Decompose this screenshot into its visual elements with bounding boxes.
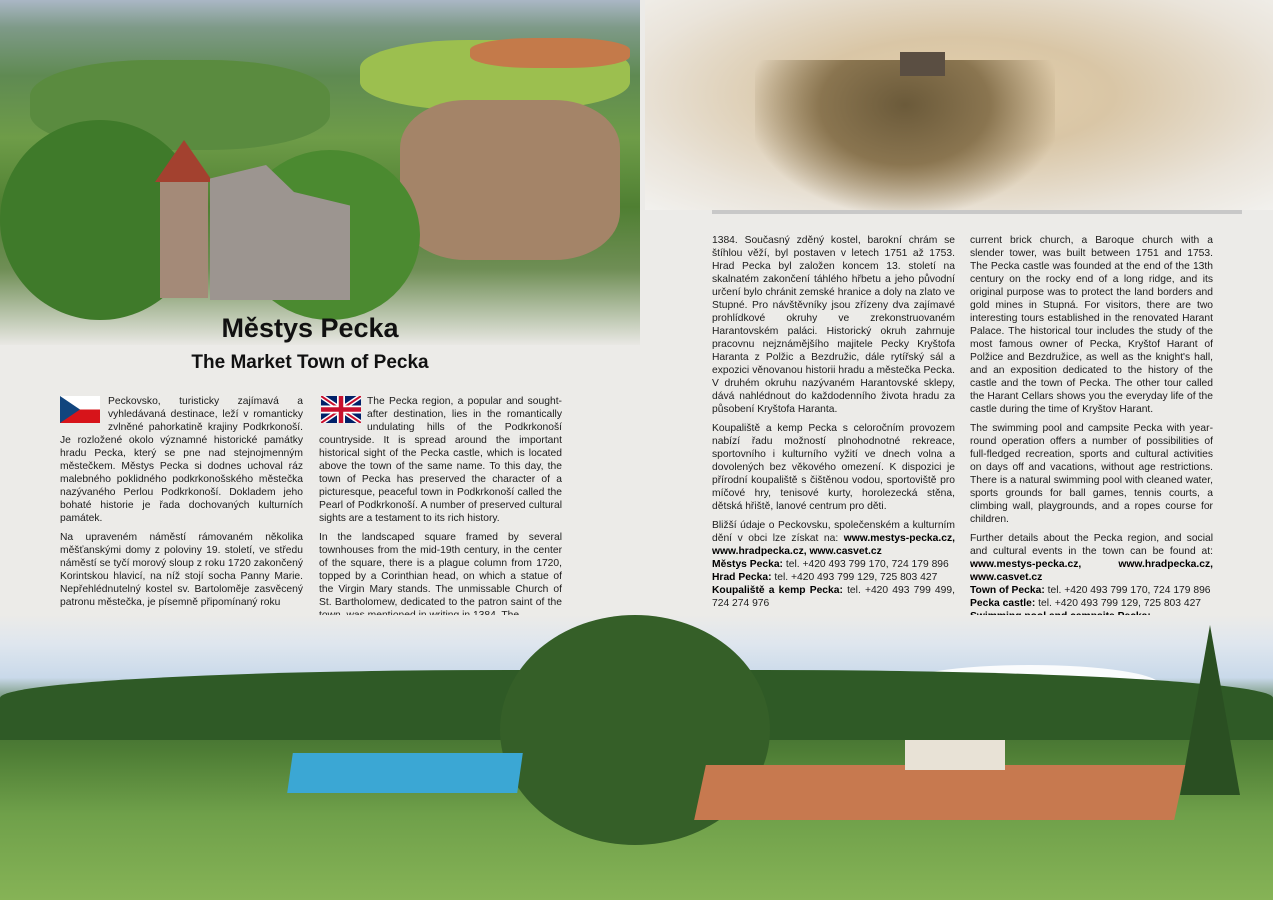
page-title-en: The Market Town of Pecka <box>191 352 429 373</box>
page-title-cz: Městys Pecka <box>221 313 399 343</box>
intro-cz: Peckovsko, turisticky zajímavá a vyhledávaná destinace, leží v romanticky zvlněné pahorkatině krajiny Podkrkonoší. Je rozložené okolo významné historické památky hradu Pecka, který se pne nad stejnojmenným městečkem. Městys Pecka si dodnes uchoval ráz malebného poklidného podkrkonošského městečka nazývaného Perlou Podkrkonoší. Dokladem jeho bohaté historie je řada dochovaných kulturních památek. <box>60 396 303 524</box>
text-column-cz <box>60 395 303 615</box>
castle-aerial-photo <box>0 0 640 345</box>
castle-ruin <box>155 140 355 300</box>
church-en: current brick church, a Baroque church with a slender tower, was built between 1751 and 1753. The Pecka castle was founded at the end of the 13th century on the rocky end of a long ridge, and its original purpose was to protect the land borders and gold mines in Stupná. For visitors, there are two interesting tours established in the renovated Harant Palace. The historical tour includes the study of the most famous owner of Pecka, Kryštof Harant of Polžice and Bezdružice, as well as the knight's hall, and an exposition dedicated to the history of the castle and the town of Pecka. The other tour called the Harant Cellars shows you the everyday life of the castle during the time of Kryštov Harant. <box>970 235 1213 415</box>
text-column-en <box>319 395 562 628</box>
square-en: In the landscaped square framed by several townhouses from the mid-19th century, in the center of the square, there is a plague column from 1720, topped by a Corinthian head, on which a statue of the Virgin Mary stands. The unmissable Church of St. Bartholomew, dedicated to the patron saint of the <box>319 532 562 608</box>
pool-cz: Koupaliště a kemp Pecka s celoročním provozem nabízí řadu možností plnohodnotné rekreace, sportovního i kulturního vyžití ve dnech volna a dovolených bez věkového omezení. K dispozici je přírodní koupaliště s čištěnou vodou, sportoviště pro míčové hry, tenisové kurty, horolezecká stěna, dětská hřiště, lanové centrum pro děti. <box>712 423 955 512</box>
pool-campsite-panorama-photo <box>0 615 1273 900</box>
text-column-cz-continued <box>712 234 955 610</box>
info-en: Further details about the Pecka region, and social and cultural events in the town can be found at: www.mestys-pecka.cz, www.hradpecka.cz, www.casvet.cz Town of Pecka: tel. +420 493 799 170, 724 179 896 Pecka castle: tel. +420 493 799 129, 725 803 427 <box>970 533 1213 609</box>
info-cz: Bližší údaje o Peckovsku, společenském a kulturním dění v obci lze získat na: www.mestys-pecka.cz, www.hradpecka.cz, www.casvet.cz Městys Pecka: tel. +420 493 799 170, 724 179 896 Hrad Pecka: tel. +420 493 799 129, 725 803 427 Koupaliště a kemp Pecka: tel. +420 493 799 499, 724 274 976 <box>712 520 955 609</box>
links-en[interactable]: www.mestys-pecka.cz, www.hradpecka.cz, www.casvet.cz <box>970 559 1213 583</box>
text-column-en-continued <box>970 234 1213 636</box>
tennis-courts <box>694 765 1186 820</box>
divider-bar <box>712 210 1242 214</box>
swimming-pool <box>287 753 523 793</box>
pool-en: The swimming pool and campsite Pecka with year-round operation offers a number of possibilities of full-fledged recreation, sports and cultural activities on days off and vacations, without age restrictions. There is a natural swimming pool with cleaned water, sports grounds for ball games, tennis courts, a climbing wall, playgrounds, and a ropes course for children. <box>970 423 1213 525</box>
church-cz: 1384. Současný zděný kostel, barokní chrám se štíhlou věží, byl postaven v letech 1751 až 1753. Hrad Pecka byl založen koncem 13. století na skalnatém zakončení táhlého hřbetu a jeho původní určení bylo chránit zemské hranice a doly na zlato ve Stupné. Pro návštěvníky jsou zřízeny dva zajímavé prohlídkové okruhy ve zrekonstruovaném Harantovském paláci. Historický okruh zahrnuje pracovnu nejznámějšího majitele Pecky Kryštofa Haranta z Polžic a Bezdružic, dále rytířský sál a expozici věnovanou historii hradu a městečka Pecka. V druhém okruhu nazývaném Harantovské sklepy, dává nahlédnout do každodenního života hradu za působení Kryštofa Haranta. <box>712 235 955 415</box>
foggy-castle-photo <box>645 0 1273 210</box>
square-cz: Na upraveném náměstí rámovaném několika měšťanskými domy z poloviny 19. století, ve středu náměstí se tyčí morový sloup z roku 1720 zakončený Korintskou hlavicí, na níž stojí socha Panny Marie. Nepřehlédnutelný kostel sv. Bartoloměje zasvěcený patronu městečka, je písemně připomínaný roku <box>60 532 303 608</box>
links-cz[interactable]: www.mestys-pecka.cz, www.hradpecka.cz, www.casvet.cz <box>712 533 955 557</box>
intro-en: The Pecka region, a popular and sought-after destination, lies in the romantically undulating hills of the Podkrkonoší countryside. It is spread around the important historical sight of the Pecka castle, which is located above the town of the same name. To this day, the town of Pecka has preserved the character of a picturesque, peaceful town in Podkrkonoší called the Pearl of Podkrkonoší. A number of preserved cultural sights are a testament to its rich history. <box>319 396 562 524</box>
